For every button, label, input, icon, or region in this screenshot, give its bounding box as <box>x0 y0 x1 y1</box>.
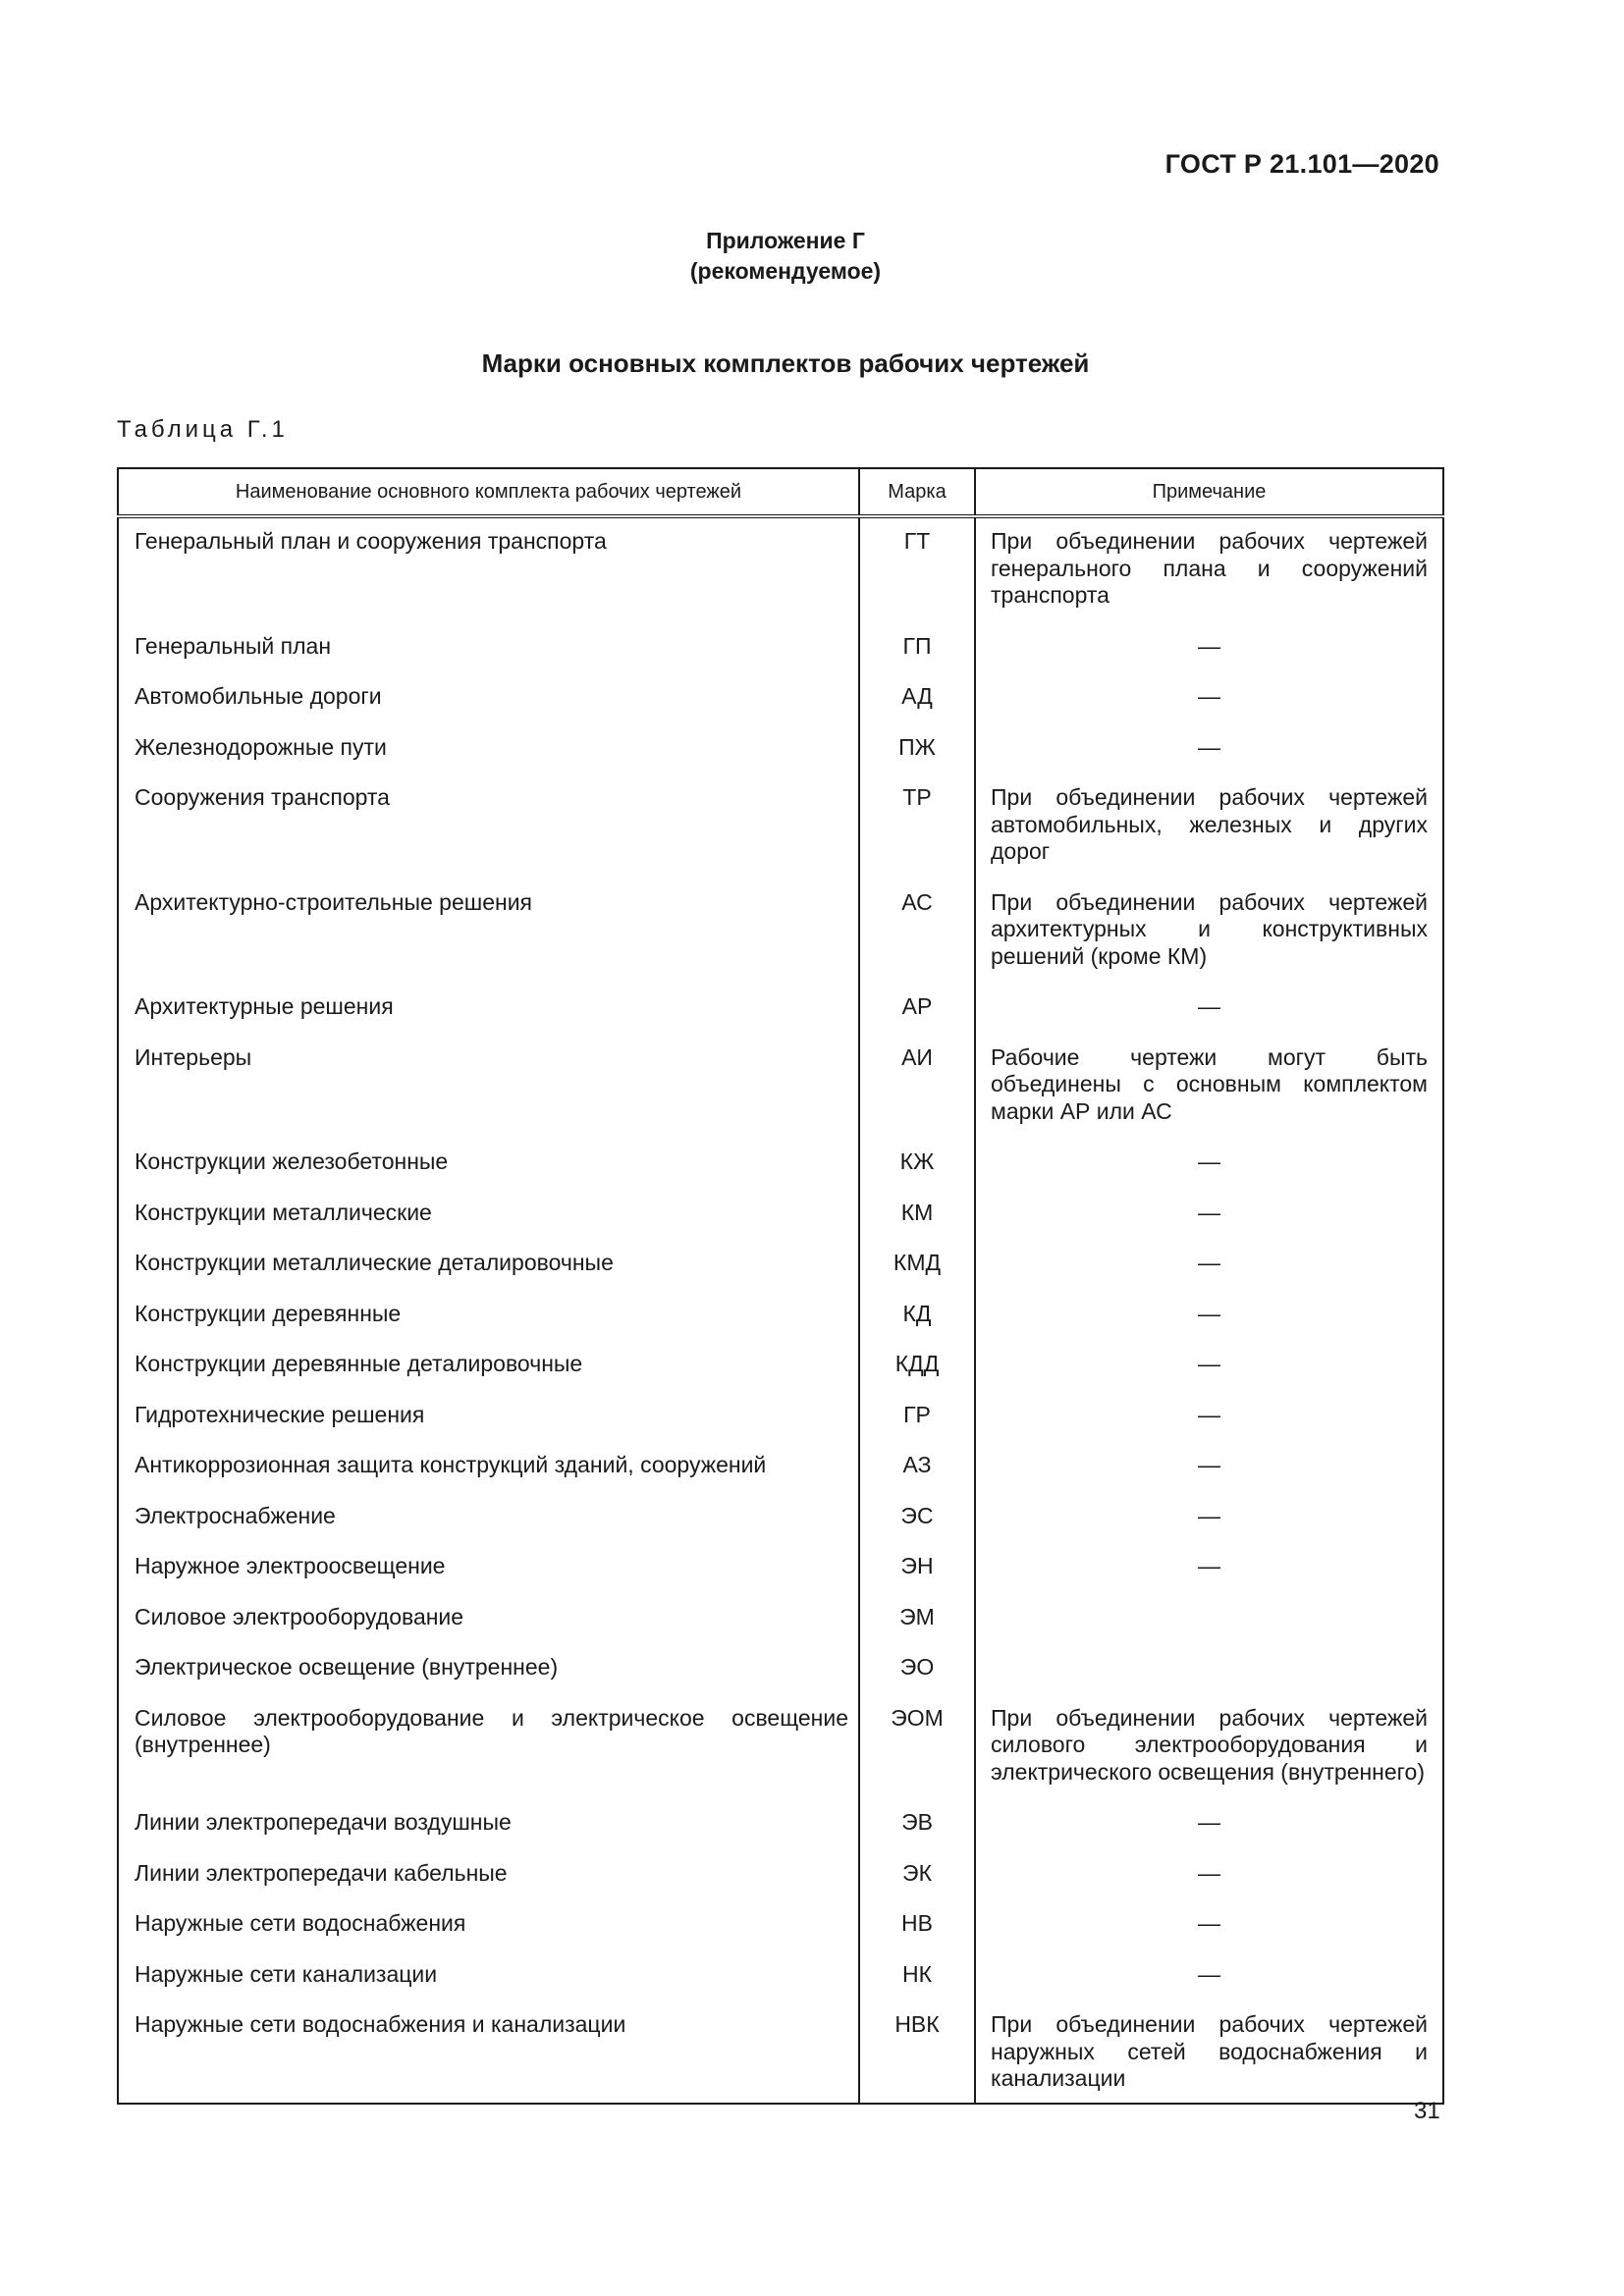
cell-mark: ПЖ <box>859 728 975 779</box>
cell-name: Наружные сети водоснабжения <box>118 1904 859 1955</box>
table-row <box>118 1598 1443 1649</box>
table-row <box>118 883 1443 988</box>
table-row <box>118 1497 1443 1548</box>
cell-mark: АР <box>859 988 975 1039</box>
cell-name: Автомобильные дороги <box>118 677 859 728</box>
column-header-mark: Марка <box>859 468 975 516</box>
cell-name: Линии электропередачи воздушные <box>118 1803 859 1854</box>
cell-note: — <box>975 1194 1443 1245</box>
cell-name: Наружное электроосвещение <box>118 1547 859 1598</box>
cell-note: — <box>975 1446 1443 1497</box>
cell-mark: КМД <box>859 1244 975 1295</box>
appendix-subtitle: (рекомендуемое) <box>689 258 882 284</box>
table-row <box>118 778 1443 883</box>
cell-note: — <box>975 1396 1443 1447</box>
cell-name: Конструкции деревянные деталировочные <box>118 1345 859 1396</box>
cell-mark: АИ <box>859 1039 975 1144</box>
table-row <box>118 1295 1443 1346</box>
table-row <box>118 1194 1443 1245</box>
cell-note: При объединении рабочих чертежей наружных сетей водоснабжения и канализации <box>975 2005 1443 2104</box>
cell-name: Сооружения транспорта <box>118 778 859 883</box>
table-body <box>118 516 1443 2104</box>
cell-note: — <box>975 1143 1443 1194</box>
table-label: Таблица Г.1 <box>117 416 289 443</box>
cell-mark: НК <box>859 1955 975 2006</box>
cell-note: При объединении рабочих чертежей архитектурных и конструктивных решений (кроме КМ) <box>975 883 1443 988</box>
cell-mark: ГТ <box>859 516 975 627</box>
cell-mark: ЭОМ <box>859 1699 975 1804</box>
cell-mark: КД <box>859 1295 975 1346</box>
cell-name: Генеральный план и сооружения транспорта <box>118 516 859 627</box>
cell-name: Конструкции деревянные <box>118 1295 859 1346</box>
cell-mark: КМ <box>859 1194 975 1245</box>
table-row <box>118 1648 1443 1699</box>
cell-note: Рабочие чертежи могут быть объединены с основным комплектом марки АР или АС <box>975 1039 1443 1144</box>
cell-note: При объединении рабочих чертежей силового электрооборудования и электрического освещения (внутреннего) <box>975 1699 1443 1804</box>
table-row <box>118 1803 1443 1854</box>
cell-name: Конструкции металлические деталировочные <box>118 1244 859 1295</box>
table-row <box>118 2005 1443 2104</box>
cell-name: Железнодорожные пути <box>118 728 859 779</box>
cell-name: Архитектурно-строительные решения <box>118 883 859 988</box>
cell-note <box>975 1648 1443 1699</box>
cell-name: Электроснабжение <box>118 1497 859 1548</box>
cell-mark: ЭМ <box>859 1598 975 1649</box>
table-row <box>118 1904 1443 1955</box>
appendix-title: Приложение Г <box>706 228 865 253</box>
cell-mark: ТР <box>859 778 975 883</box>
cell-name: Наружные сети водоснабжения и канализации <box>118 2005 859 2104</box>
table-row <box>118 1854 1443 1905</box>
cell-mark: ЭН <box>859 1547 975 1598</box>
table-row <box>118 1547 1443 1598</box>
cell-name: Архитектурные решения <box>118 988 859 1039</box>
table-row <box>118 1039 1443 1144</box>
column-header-note: Примечание <box>975 468 1443 516</box>
cell-mark: КДД <box>859 1345 975 1396</box>
cell-note: — <box>975 1803 1443 1854</box>
cell-name: Конструкции железобетонные <box>118 1143 859 1194</box>
cell-mark: АС <box>859 883 975 988</box>
table-row <box>118 1955 1443 2006</box>
cell-name: Силовое электрооборудование <box>118 1598 859 1649</box>
table-row <box>118 677 1443 728</box>
cell-name: Линии электропередачи кабельные <box>118 1854 859 1905</box>
cell-mark: НВ <box>859 1904 975 1955</box>
cell-note: — <box>975 1955 1443 2006</box>
table-row <box>118 988 1443 1039</box>
cell-note: — <box>975 1345 1443 1396</box>
cell-name: Генеральный план <box>118 627 859 678</box>
cell-note: — <box>975 1854 1443 1905</box>
cell-note: При объединении рабочих чертежей автомобильных, железных и других дорог <box>975 778 1443 883</box>
page-number: 31 <box>1414 2098 1440 2124</box>
cell-note: — <box>975 627 1443 678</box>
table-row <box>118 516 1443 627</box>
cell-mark: ГП <box>859 627 975 678</box>
cell-mark: НВК <box>859 2005 975 2104</box>
cell-mark: ГР <box>859 1396 975 1447</box>
cell-note: — <box>975 1295 1443 1346</box>
table-row <box>118 1396 1443 1447</box>
table-header-row <box>118 468 1443 516</box>
cell-note: — <box>975 1497 1443 1548</box>
cell-name: Электрическое освещение (внутреннее) <box>118 1648 859 1699</box>
cell-note: При объединении рабочих чертежей генерального плана и сооружений транспорта <box>975 516 1443 627</box>
section-title: Марки основных комплектов рабочих чертежей <box>481 348 1090 378</box>
cell-note: — <box>975 1244 1443 1295</box>
cell-note <box>975 1598 1443 1649</box>
cell-name: Гидротехнические решения <box>118 1396 859 1447</box>
cell-mark: ЭК <box>859 1854 975 1905</box>
cell-mark: КЖ <box>859 1143 975 1194</box>
table-row <box>118 1699 1443 1804</box>
cell-mark: ЭВ <box>859 1803 975 1854</box>
document-code: ГОСТ Р 21.101—2020 <box>1164 149 1439 179</box>
cell-name: Антикоррозионная защита конструкций зданий, сооружений <box>118 1446 859 1497</box>
cell-name: Интерьеры <box>118 1039 859 1144</box>
table-row <box>118 1244 1443 1295</box>
cell-note: — <box>975 1547 1443 1598</box>
cell-mark: ЭО <box>859 1648 975 1699</box>
table-row <box>118 728 1443 779</box>
appendix-heading <box>0 226 1571 287</box>
table-row <box>118 1143 1443 1194</box>
cell-note: — <box>975 1904 1443 1955</box>
cell-mark: ЭС <box>859 1497 975 1548</box>
table-row <box>118 627 1443 678</box>
cell-note: — <box>975 728 1443 779</box>
table-row <box>118 1345 1443 1396</box>
cell-name: Конструкции металлические <box>118 1194 859 1245</box>
cell-mark: АЗ <box>859 1446 975 1497</box>
marks-table <box>117 467 1444 2105</box>
cell-note: — <box>975 988 1443 1039</box>
cell-note: — <box>975 677 1443 728</box>
cell-name: Силовое электрооборудование и электрическое освещение (внутреннее) <box>118 1699 859 1804</box>
table-row <box>118 1446 1443 1497</box>
cell-name: Наружные сети канализации <box>118 1955 859 2006</box>
cell-mark: АД <box>859 677 975 728</box>
column-header-name: Наименование основного комплекта рабочих чертежей <box>118 468 859 516</box>
